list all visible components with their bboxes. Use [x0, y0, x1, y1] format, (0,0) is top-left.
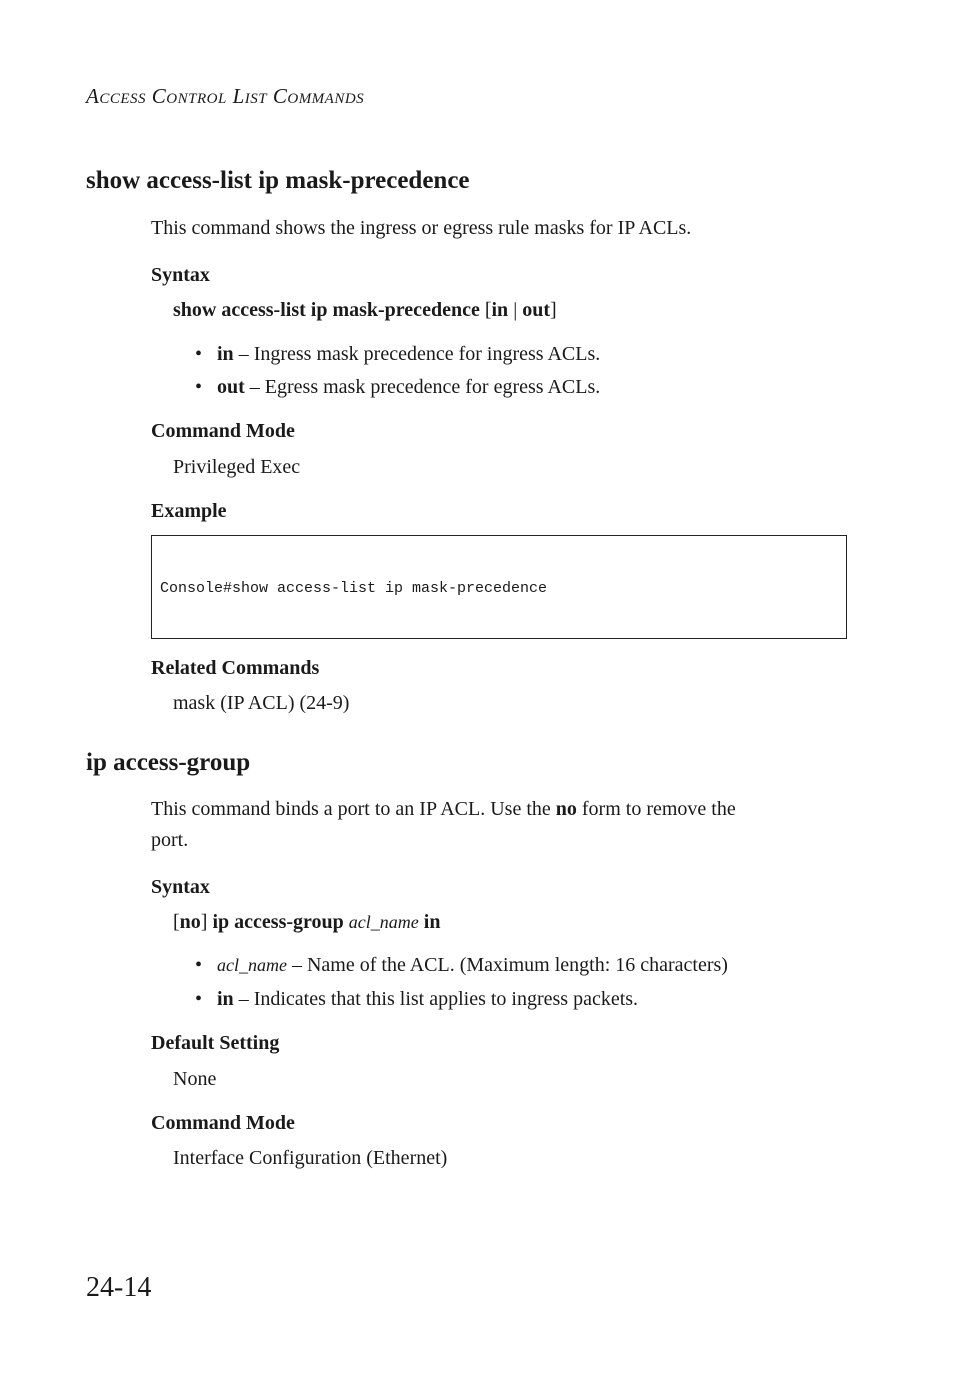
list-item: • acl_name – Name of the ACL. (Maximum length: 16 characters) — [195, 954, 728, 976]
running-header: ACCESS CONTROL LIST COMMANDS — [86, 84, 365, 108]
section2-default-heading: Default Setting — [151, 1032, 280, 1054]
section2-command-mode: Interface Configuration (Ethernet) — [173, 1147, 448, 1169]
section1-related-heading: Related Commands — [151, 657, 320, 679]
example-code-box — [151, 535, 847, 639]
section1-example-heading: Example — [151, 500, 227, 522]
list-item: • in – Ingress mask precedence for ingress ACLs. — [195, 343, 601, 365]
section2-command-mode-heading: Command Mode — [151, 1112, 295, 1134]
code-line — [160, 636, 838, 639]
section-title-ip-access-group: ip access-group — [86, 749, 251, 776]
section1-related-command: mask (IP ACL) (24-9) — [173, 692, 350, 714]
section2-default-value: None — [173, 1068, 217, 1090]
list-item: • in – Indicates that this list applies to ingress packets. — [195, 988, 639, 1010]
section2-description: This command binds a port to an IP ACL. Use the no form to remove the — [151, 798, 736, 820]
bullet-icon: • — [195, 988, 203, 1010]
bullet-icon: • — [195, 343, 203, 365]
section2-description-line2: port. — [151, 829, 189, 851]
section1-command-mode-heading: Command Mode — [151, 420, 295, 442]
bullet-icon: • — [195, 376, 203, 398]
section2-syntax-heading: Syntax — [151, 876, 210, 898]
section-title-show-access-list: show access-list ip mask-precedence — [86, 167, 470, 194]
list-item: • out – Egress mask precedence for egress ACLs. — [195, 376, 601, 398]
section1-command-mode: Privileged Exec — [173, 456, 301, 478]
section1-syntax-line: show access-list ip mask-precedence [in | out] — [173, 299, 557, 321]
section1-syntax-heading: Syntax — [151, 264, 210, 286]
section2-syntax-line: [no] ip access-group acl_name in — [173, 911, 441, 933]
bullet-icon: • — [195, 954, 203, 976]
page-number: 24-14 — [86, 1272, 152, 1303]
code-line: Console#show access-list ip mask-precedence — [160, 579, 548, 597]
section1-description: This command shows the ingress or egress rule masks for IP ACLs. — [151, 217, 692, 239]
